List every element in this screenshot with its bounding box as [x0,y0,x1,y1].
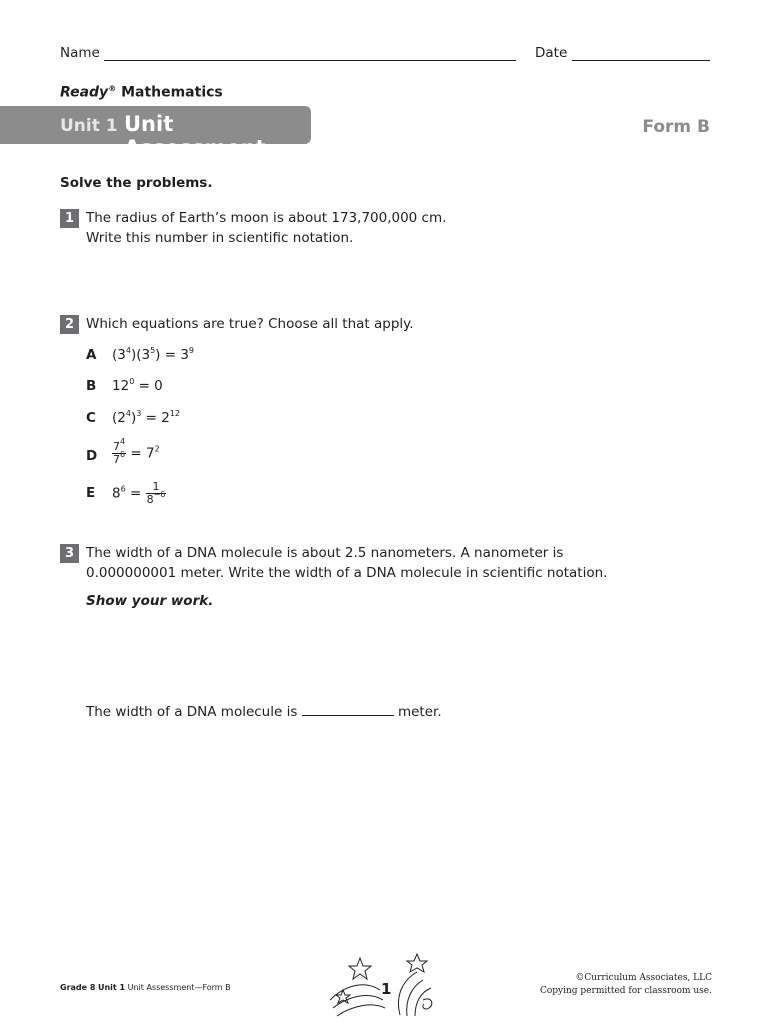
footer-grade: Grade 8 [60,983,96,992]
name-label: Name [60,45,100,61]
unit-banner [0,106,311,160]
option-expression: $12^0 = 0$ [112,377,163,394]
question-text [86,543,607,583]
footer-unit: Unit 1 [97,983,126,992]
name-line[interactable] [104,46,516,61]
question-text: Which equations are true? Choose all that apply. [86,316,414,332]
ready-brand: Ready [60,84,109,101]
instructions: Solve the problems. [60,175,213,191]
answer-prefix: The width of a DNA molecule is [86,704,298,720]
footer-copyright [540,972,712,998]
option-letter: D [86,448,98,464]
date-label: Date [535,45,568,61]
name-field[interactable] [60,45,516,61]
footer-doc: Unit Assessment—Form B [127,983,231,992]
option-letter: C [86,410,96,426]
option-letter: E [86,485,96,501]
form-label: Form B [642,117,710,137]
question-number: 2 [60,315,79,334]
date-field[interactable] [535,45,710,61]
series-title [60,84,223,101]
question-line: The width of a DNA molecule is about 2.5 nanometers. A nanometer is [86,545,564,561]
question-text [86,208,446,248]
question-line: 0.000000001 meter. Write the width of a DNA molecule in scientific notation. [86,565,608,581]
option-expression: $(3^4)(3^5) = 3^9$ [112,346,195,363]
footer-info [60,983,231,992]
question-line: The radius of Earth’s moon is about 173,700,000 cm. [86,210,447,226]
show-work-label: Show your work. [86,593,214,609]
question-number: 3 [60,544,79,563]
copyright-line: ©Curriculum Associates, LLC [575,973,712,983]
option-expression: $(2^4)^3 = 2^{12}$ [112,409,180,426]
option-letter: A [86,347,97,363]
subject-label: Mathematics [121,84,223,101]
registered-mark: ® [108,84,117,93]
permission-line: Copying permitted for classroom use. [539,986,712,996]
banner-title: Unit Assessment [124,112,266,160]
page-number: 1 [381,980,392,998]
answer-blank[interactable] [302,703,394,716]
option-letter: B [86,378,97,394]
option-expression: $8^6$ = $\frac{1}{8^{-6}}$ [112,480,166,506]
question-line: Write this number in scientific notation. [86,230,354,246]
option-expression: $\frac{7^4}{7^6}$ = $7^2$ [113,437,160,466]
date-line[interactable] [572,46,710,61]
unit-label: Unit 1 [60,116,118,136]
answer-sentence [86,703,442,720]
answer-suffix: meter. [397,704,442,720]
question-number: 1 [60,209,79,228]
